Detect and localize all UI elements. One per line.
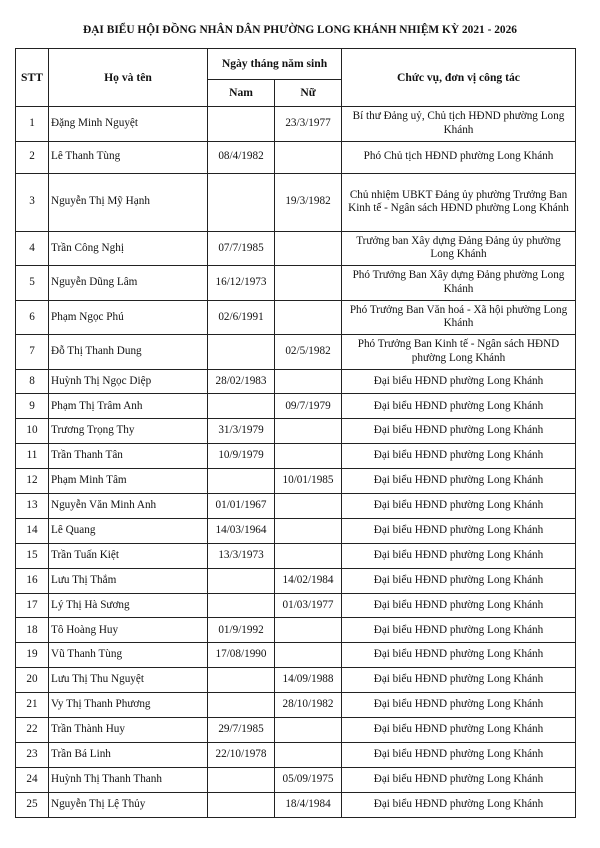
row-dob-male: [208, 693, 275, 718]
table-row: [16, 266, 576, 301]
row-dob-male: 31/3/1979: [208, 419, 275, 444]
row-dob-female: [275, 369, 342, 394]
row-dob-male: 13/3/1973: [208, 543, 275, 568]
table-row: [16, 231, 576, 266]
row-position: Đại biểu HĐND phường Long Khánh: [342, 518, 576, 543]
row-dob-female: 14/02/1984: [275, 568, 342, 593]
row-stt: 18: [16, 618, 49, 643]
table-row: [16, 543, 576, 568]
row-dob-male: 22/10/1978: [208, 742, 275, 767]
row-position: Phó Trưởng Ban Xây dựng Đảng phường Long Khánh: [342, 266, 576, 301]
row-stt: 3: [16, 173, 49, 231]
table-row: [16, 394, 576, 419]
row-dob-male: 08/4/1982: [208, 141, 275, 173]
row-stt: 22: [16, 717, 49, 742]
header-position: Chức vụ, đơn vị công tác: [342, 49, 576, 107]
row-dob-male: 16/12/1973: [208, 266, 275, 301]
row-position: Phó Trưởng Ban Văn hoá - Xã hội phường Long Khánh: [342, 300, 576, 335]
row-stt: 12: [16, 469, 49, 494]
row-name: Lê Quang: [49, 518, 208, 543]
row-name: Lưu Thị Thắm: [49, 568, 208, 593]
row-name: Nguyễn Thị Mỹ Hạnh: [49, 173, 208, 231]
row-position: Đại biểu HĐND phường Long Khánh: [342, 419, 576, 444]
table-row: [16, 568, 576, 593]
header-stt: STT: [16, 49, 49, 107]
row-position: Đại biểu HĐND phường Long Khánh: [342, 568, 576, 593]
row-name: Phạm Minh Tâm: [49, 469, 208, 494]
row-position: Đại biểu HĐND phường Long Khánh: [342, 717, 576, 742]
table-row: [16, 444, 576, 469]
row-name: Đặng Minh Nguyệt: [49, 107, 208, 142]
row-position: Đại biểu HĐND phường Long Khánh: [342, 693, 576, 718]
row-dob-male: [208, 593, 275, 618]
row-stt: 4: [16, 231, 49, 266]
row-dob-female: [275, 231, 342, 266]
row-dob-female: [275, 266, 342, 301]
row-dob-female: 09/7/1979: [275, 394, 342, 419]
row-dob-female: 19/3/1982: [275, 173, 342, 231]
row-position: Đại biểu HĐND phường Long Khánh: [342, 543, 576, 568]
row-stt: 14: [16, 518, 49, 543]
row-name: Tô Hoàng Huy: [49, 618, 208, 643]
row-stt: 10: [16, 419, 49, 444]
row-position: Phó Chủ tịch HĐND phường Long Khánh: [342, 141, 576, 173]
row-stt: 8: [16, 369, 49, 394]
table-row: [16, 469, 576, 494]
row-position: Đại biểu HĐND phường Long Khánh: [342, 469, 576, 494]
row-dob-female: 23/3/1977: [275, 107, 342, 142]
row-name: Trần Thành Huy: [49, 717, 208, 742]
row-dob-female: [275, 618, 342, 643]
table-row: [16, 693, 576, 718]
delegates-table: [15, 48, 576, 818]
row-dob-male: [208, 335, 275, 370]
row-dob-male: 28/02/1983: [208, 369, 275, 394]
header-row: [16, 49, 576, 80]
table-row: [16, 792, 576, 817]
row-name: Nguyễn Dũng Lâm: [49, 266, 208, 301]
row-dob-male: 17/08/1990: [208, 643, 275, 668]
row-stt: 13: [16, 493, 49, 518]
row-position: Đại biểu HĐND phường Long Khánh: [342, 792, 576, 817]
row-dob-female: [275, 742, 342, 767]
row-name: Trương Trọng Thy: [49, 419, 208, 444]
row-stt: 21: [16, 693, 49, 718]
table-row: [16, 173, 576, 231]
table-row: [16, 593, 576, 618]
row-name: Huỳnh Thị Thanh Thanh: [49, 767, 208, 792]
row-name: Vy Thị Thanh Phương: [49, 693, 208, 718]
row-name: Phạm Ngọc Phú: [49, 300, 208, 335]
table-row: [16, 335, 576, 370]
row-stt: 9: [16, 394, 49, 419]
row-position: Đại biểu HĐND phường Long Khánh: [342, 493, 576, 518]
row-position: Đại biểu HĐND phường Long Khánh: [342, 643, 576, 668]
row-dob-male: 14/03/1964: [208, 518, 275, 543]
row-dob-male: [208, 469, 275, 494]
row-dob-male: [208, 107, 275, 142]
row-position: Chủ nhiệm UBKT Đảng ủy phường Trưởng Ban Kinh tế - Ngân sách HĐND phường Long Khánh: [342, 173, 576, 231]
table-row: [16, 643, 576, 668]
row-dob-female: [275, 141, 342, 173]
row-dob-female: 10/01/1985: [275, 469, 342, 494]
row-name: Huỳnh Thị Ngọc Diệp: [49, 369, 208, 394]
row-dob-female: 01/03/1977: [275, 593, 342, 618]
row-dob-male: 01/01/1967: [208, 493, 275, 518]
row-dob-female: [275, 518, 342, 543]
row-dob-female: 05/09/1975: [275, 767, 342, 792]
table-row: [16, 300, 576, 335]
table-row: [16, 493, 576, 518]
row-position: Đại biểu HĐND phường Long Khánh: [342, 668, 576, 693]
row-position: Trưởng ban Xây dựng Đảng Đảng ủy phường Long Khánh: [342, 231, 576, 266]
header-dob-group: Ngày tháng năm sinh: [208, 49, 342, 80]
row-dob-female: [275, 493, 342, 518]
row-dob-male: [208, 792, 275, 817]
row-name: Trần Công Nghị: [49, 231, 208, 266]
row-dob-male: [208, 173, 275, 231]
row-dob-male: 10/9/1979: [208, 444, 275, 469]
row-dob-male: [208, 767, 275, 792]
row-stt: 11: [16, 444, 49, 469]
table-row: [16, 107, 576, 142]
table-row: [16, 668, 576, 693]
row-name: Trần Bá Linh: [49, 742, 208, 767]
row-stt: 16: [16, 568, 49, 593]
row-dob-female: [275, 643, 342, 668]
row-stt: 5: [16, 266, 49, 301]
table-row: [16, 767, 576, 792]
row-stt: 25: [16, 792, 49, 817]
row-name: Trần Tuấn Kiệt: [49, 543, 208, 568]
row-dob-female: 28/10/1982: [275, 693, 342, 718]
row-name: Trần Thanh Tân: [49, 444, 208, 469]
row-dob-female: [275, 717, 342, 742]
row-stt: 17: [16, 593, 49, 618]
row-position: Đại biểu HĐND phường Long Khánh: [342, 369, 576, 394]
row-stt: 15: [16, 543, 49, 568]
row-dob-female: [275, 444, 342, 469]
table-row: [16, 419, 576, 444]
row-name: Đỗ Thị Thanh Dung: [49, 335, 208, 370]
row-dob-female: [275, 543, 342, 568]
row-dob-male: [208, 568, 275, 593]
row-position: Đại biểu HĐND phường Long Khánh: [342, 767, 576, 792]
row-dob-male: [208, 394, 275, 419]
row-position: Bí thư Đảng uỷ, Chủ tịch HĐND phường Long Khánh: [342, 107, 576, 142]
row-position: Đại biểu HĐND phường Long Khánh: [342, 618, 576, 643]
header-female: Nữ: [275, 80, 342, 107]
table-row: [16, 141, 576, 173]
row-dob-male: 02/6/1991: [208, 300, 275, 335]
row-stt: 7: [16, 335, 49, 370]
row-stt: 1: [16, 107, 49, 142]
document-title: ĐẠI BIỂU HỘI ĐỒNG NHÂN DÂN PHƯỜNG LONG KHÁNH NHIỆM KỲ 2021 - 2026: [82, 24, 517, 36]
row-dob-male: 07/7/1985: [208, 231, 275, 266]
row-name: Phạm Thị Trâm Anh: [49, 394, 208, 419]
row-dob-female: 14/09/1988: [275, 668, 342, 693]
row-stt: 6: [16, 300, 49, 335]
header-name: Họ và tên: [49, 49, 208, 107]
row-position: Đại biểu HĐND phường Long Khánh: [342, 742, 576, 767]
table-row: [16, 518, 576, 543]
row-stt: 2: [16, 141, 49, 173]
row-stt: 20: [16, 668, 49, 693]
row-stt: 24: [16, 767, 49, 792]
table-row: [16, 369, 576, 394]
row-stt: 23: [16, 742, 49, 767]
row-name: Lê Thanh Tùng: [49, 141, 208, 173]
row-name: Lý Thị Hà Sương: [49, 593, 208, 618]
row-name: Nguyễn Văn Minh Anh: [49, 493, 208, 518]
row-dob-female: [275, 300, 342, 335]
table-row: [16, 742, 576, 767]
row-dob-male: 01/9/1992: [208, 618, 275, 643]
row-name: Vũ Thanh Tùng: [49, 643, 208, 668]
table-row: [16, 618, 576, 643]
row-position: Đại biểu HĐND phường Long Khánh: [342, 444, 576, 469]
row-position: Đại biểu HĐND phường Long Khánh: [342, 593, 576, 618]
table-row: [16, 717, 576, 742]
row-dob-male: 29/7/1985: [208, 717, 275, 742]
row-dob-female: 02/5/1982: [275, 335, 342, 370]
row-name: Nguyễn Thị Lệ Thủy: [49, 792, 208, 817]
row-dob-male: [208, 668, 275, 693]
row-stt: 19: [16, 643, 49, 668]
row-dob-female: [275, 419, 342, 444]
row-name: Lưu Thị Thu Nguyệt: [49, 668, 208, 693]
row-position: Đại biểu HĐND phường Long Khánh: [342, 394, 576, 419]
header-male: Nam: [208, 80, 275, 107]
row-dob-female: 18/4/1984: [275, 792, 342, 817]
row-position: Phó Trưởng Ban Kinh tế - Ngân sách HĐND phường Long Khánh: [342, 335, 576, 370]
